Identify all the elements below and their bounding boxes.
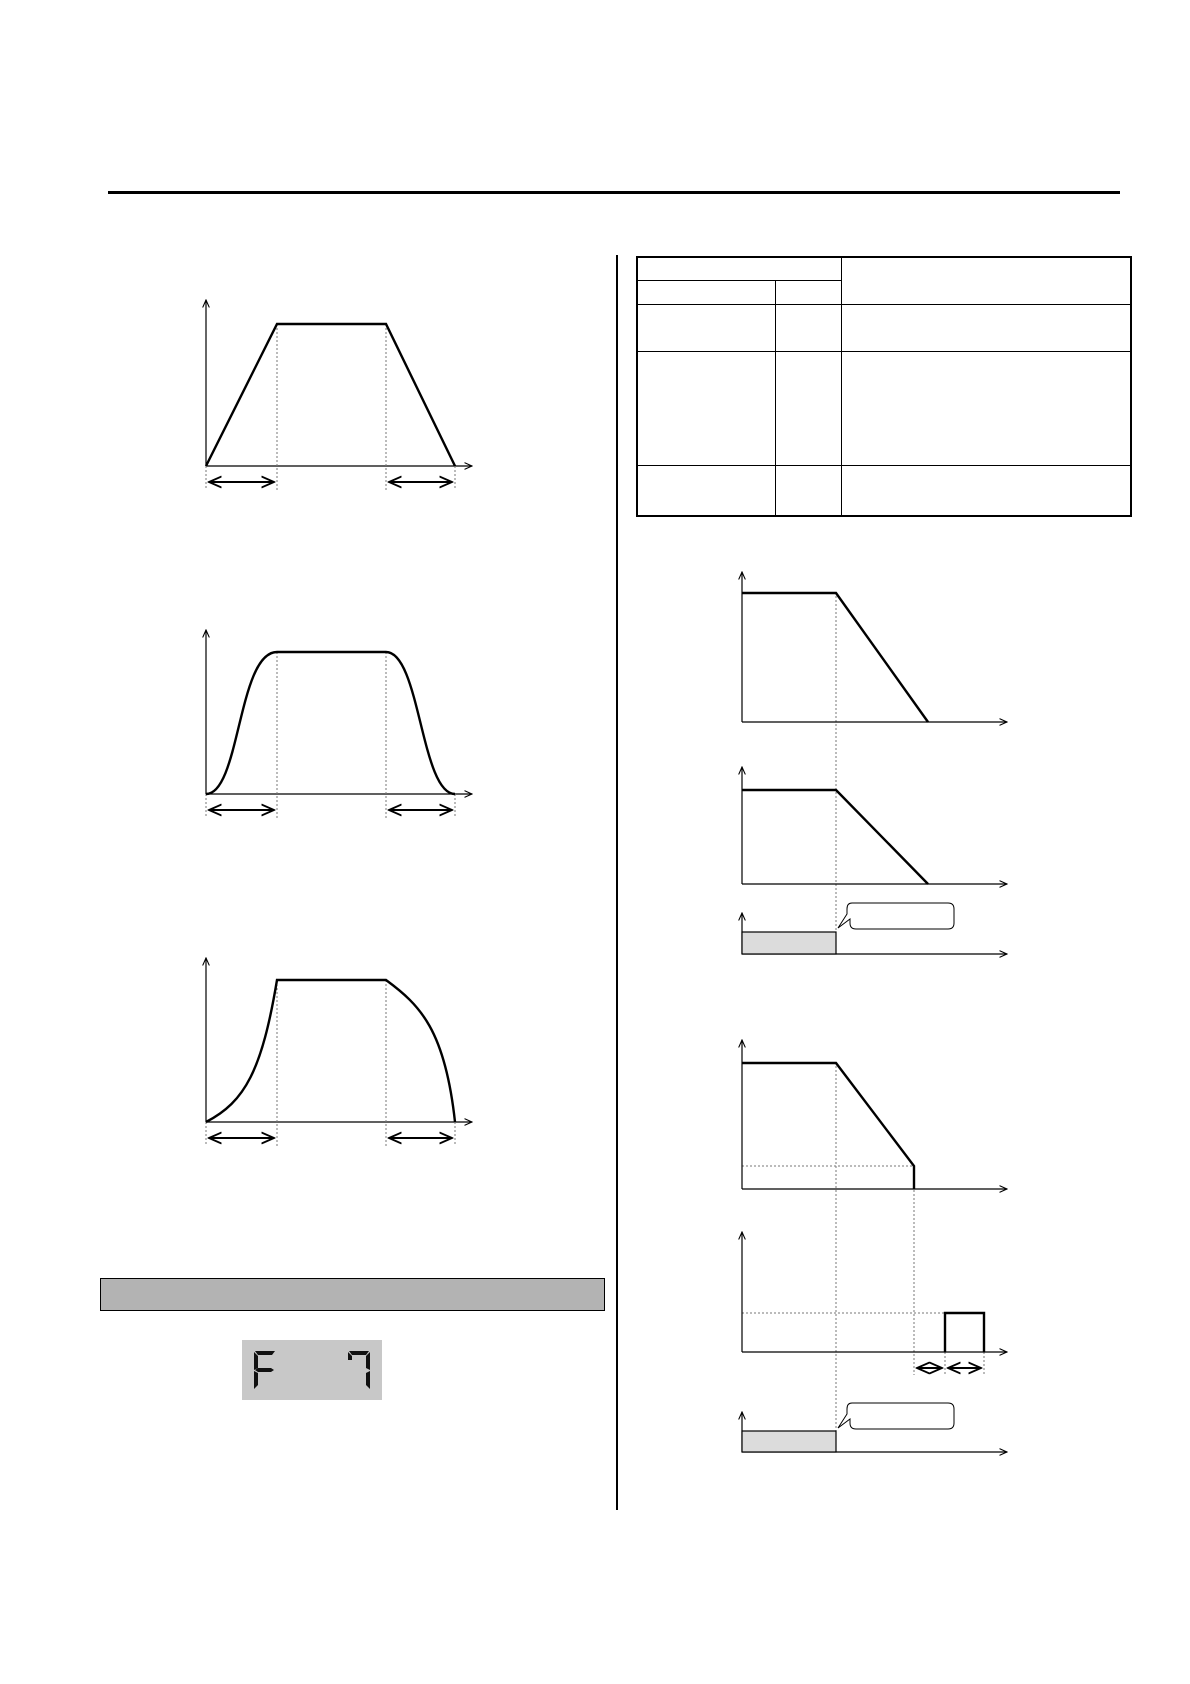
table-subheader-name [637,280,775,304]
table-row [637,351,1131,465]
column-divider [616,255,618,1510]
callout-bubble [838,1403,954,1429]
decel-stop-timing-figure [730,565,1020,965]
table-cell [841,351,1131,465]
u-curve-pattern-figure [190,950,480,1160]
dc-brake-stop-timing-figure [730,1030,1020,1460]
linear-pattern-figure [190,290,480,500]
table-header-setting [637,257,841,280]
seven-segment-f [252,1349,278,1391]
table-cell [841,304,1131,351]
lcd-code-display [242,1340,382,1400]
table-cell [775,465,841,516]
s-curve-pattern-figure [190,620,480,830]
table-subheader-value [775,280,841,304]
parameter-table [636,256,1132,517]
table-cell [637,465,775,516]
voltage-curve [742,790,928,884]
run-signal-block [742,932,836,954]
table-cell [775,351,841,465]
table-cell [775,304,841,351]
table-cell [637,351,775,465]
dc-brake-pulse [945,1313,984,1352]
frequency-curve [742,1063,914,1189]
section-heading-bar [100,1278,605,1311]
seven-segment-7 [346,1349,372,1391]
table-row [637,465,1131,516]
frequency-curve [206,652,455,794]
callout-bubble [838,903,954,929]
frequency-curve [206,980,455,1122]
table-cell [841,465,1131,516]
table-row [637,304,1131,351]
run-signal-block [742,1431,836,1452]
header-rule [108,191,1120,194]
frequency-curve [742,593,928,722]
table-cell [637,304,775,351]
frequency-curve [206,324,455,466]
table-header-description [841,257,1131,304]
